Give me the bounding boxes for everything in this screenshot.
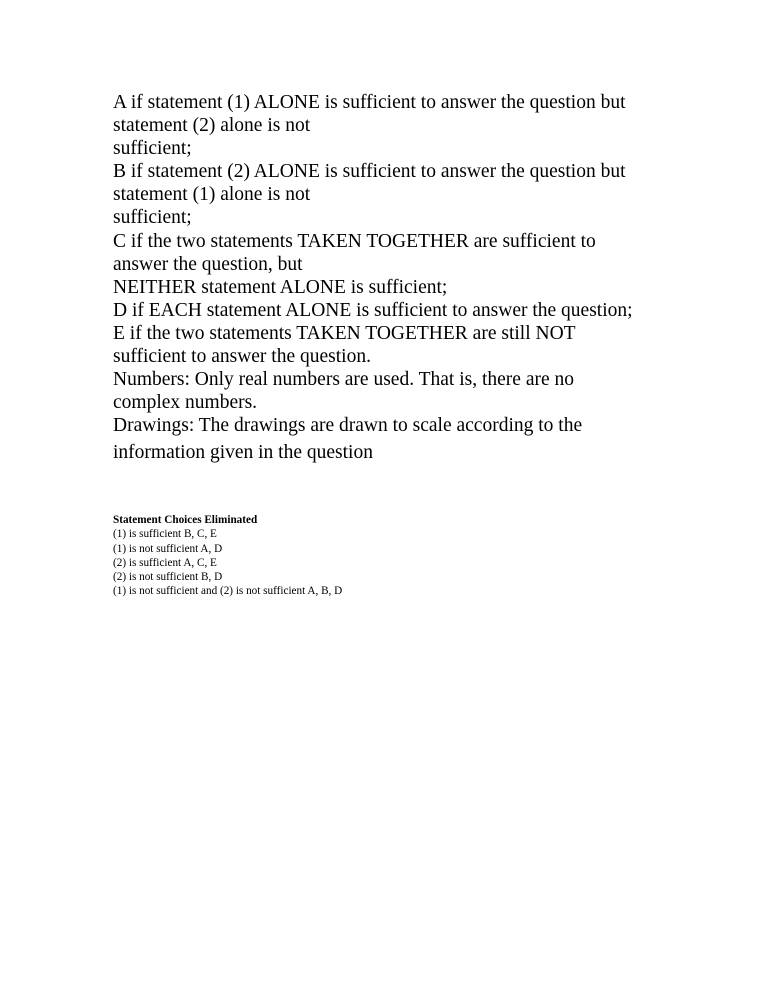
numbers-note-line-2: complex numbers.: [113, 392, 258, 414]
choice-d-line-1: D if EACH statement ALONE is sufficient to answer the question;: [113, 299, 633, 321]
numbers-note-line-1: Numbers: Only real numbers are used. That is, there are no: [113, 369, 574, 391]
drawings-note-line-2: information given in the question: [113, 442, 373, 464]
elimination-table-header: Statement Choices Eliminated: [113, 514, 258, 526]
choice-a-line-3: sufficient;: [113, 138, 192, 160]
drawings-note-line-1: Drawings: The drawings are drawn to scale according to the: [113, 415, 583, 437]
choice-c-line-3: NEITHER statement ALONE is sufficient;: [113, 276, 448, 298]
choice-e-line-2: sufficient to answer the question.: [113, 346, 371, 368]
table-row: (1) is sufficient B, C, E: [113, 528, 217, 541]
table-row: (1) is not sufficient and (2) is not sufficient A, B, D: [113, 585, 343, 598]
choice-a-line-2: statement (2) alone is not: [113, 115, 311, 137]
choice-e-line-1: E if the two statements TAKEN TOGETHER are still NOT: [113, 322, 576, 344]
choice-a-line-1: A if statement (1) ALONE is sufficient to answer the question but: [113, 92, 626, 113]
table-row: (2) is not sufficient B, D: [113, 571, 223, 584]
elimination-table: [113, 513, 513, 599]
choice-c-line-2: answer the question, but: [113, 253, 303, 275]
table-row: (2) is sufficient A, C, E: [113, 556, 217, 569]
answer-choices-text: [113, 91, 673, 465]
choice-c-line-1: C if the two statements TAKEN TOGETHER are sufficient to: [113, 230, 596, 252]
choice-b-line-2: statement (1) alone is not: [113, 184, 311, 206]
choice-b-line-1: B if statement (2) ALONE is sufficient to answer the question but: [113, 161, 626, 183]
table-row: (1) is not sufficient A, D: [113, 542, 223, 555]
choice-b-line-3: sufficient;: [113, 207, 192, 229]
